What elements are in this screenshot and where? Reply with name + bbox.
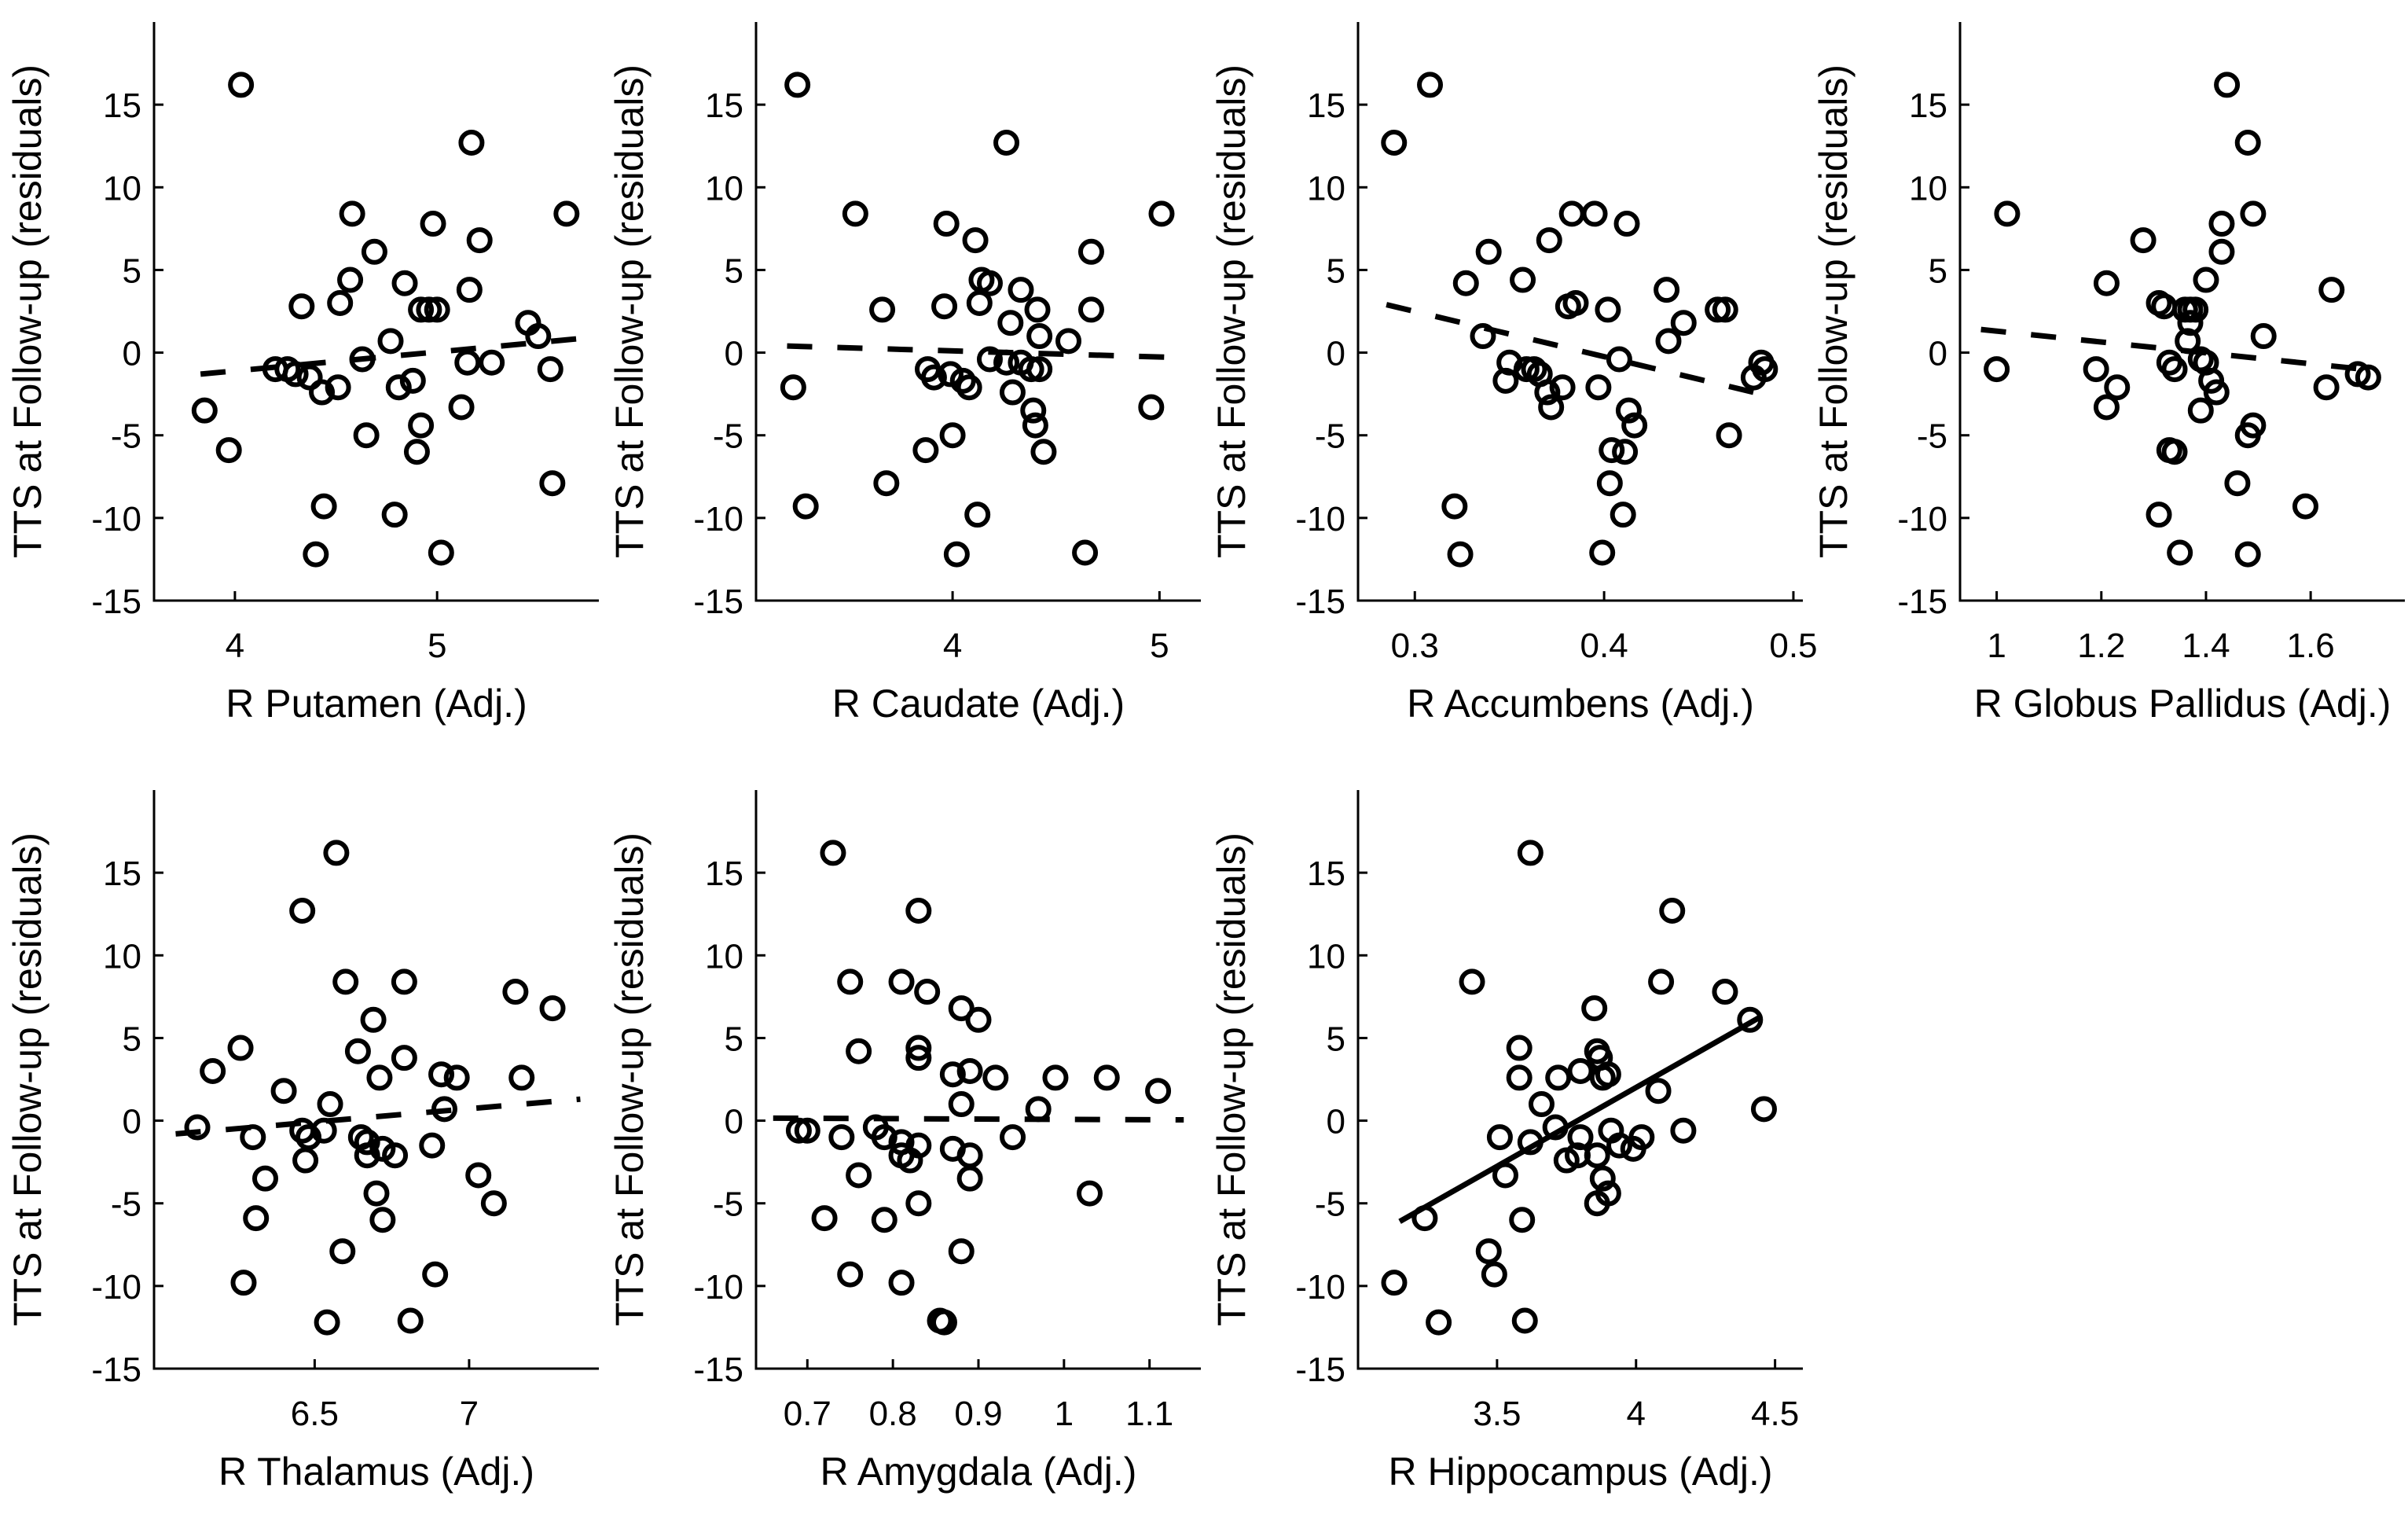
subplot-r-accumbens xyxy=(1204,0,1818,768)
data-point xyxy=(325,842,347,863)
x-axis-label: R Putamen (Adj.) xyxy=(226,682,527,726)
data-point xyxy=(230,74,251,95)
x-tick-label: 3.5 xyxy=(1473,1395,1522,1433)
data-point xyxy=(839,1264,861,1285)
y-axis-label: TTS at Follow-up (residuals) xyxy=(1210,832,1254,1326)
y-tick-label: 15 xyxy=(705,86,743,126)
data-point xyxy=(1002,382,1023,403)
data-point xyxy=(831,1127,852,1148)
data-point xyxy=(1027,299,1048,320)
x-tick-label: 0.7 xyxy=(783,1395,831,1433)
data-point xyxy=(540,358,561,380)
data-point xyxy=(1462,971,1483,992)
subplot-cell-r-accumbens xyxy=(1204,0,1818,768)
data-point xyxy=(985,1067,1006,1088)
data-point xyxy=(1044,1067,1066,1088)
data-point xyxy=(451,396,472,417)
x-tick-label: 7 xyxy=(459,1395,479,1433)
data-point xyxy=(2149,504,2170,525)
data-point xyxy=(505,981,526,1002)
data-point xyxy=(1599,472,1621,494)
subplot-cell-r-globus-pallidus xyxy=(1806,0,2408,768)
data-point xyxy=(291,296,312,317)
data-point xyxy=(1151,203,1172,224)
data-point xyxy=(967,504,988,525)
data-point xyxy=(1714,981,1735,1002)
data-point xyxy=(255,1168,276,1189)
y-tick-label: 5 xyxy=(724,1020,743,1059)
y-tick-label: 5 xyxy=(1326,1020,1345,1059)
data-point xyxy=(839,971,861,992)
data-point xyxy=(951,1093,972,1115)
data-point xyxy=(242,1127,263,1148)
data-point xyxy=(273,1080,295,1101)
data-point xyxy=(2211,213,2232,234)
subplot-r-globus-pallidus xyxy=(1806,0,2408,768)
data-point xyxy=(380,330,402,351)
subplot-r-thalamus xyxy=(0,768,602,1536)
data-point xyxy=(364,241,385,263)
y-tick-label: -15 xyxy=(693,1351,743,1389)
y-tick-label: 5 xyxy=(122,1020,141,1059)
data-point xyxy=(366,1183,387,1204)
data-point xyxy=(936,213,957,234)
data-point xyxy=(951,1240,972,1262)
data-point xyxy=(431,542,452,564)
data-point xyxy=(314,496,335,517)
data-point xyxy=(2086,358,2107,380)
y-tick-label: 5 xyxy=(724,252,743,291)
data-point xyxy=(1648,1080,1669,1101)
data-point xyxy=(394,971,415,992)
data-point xyxy=(481,352,502,373)
data-point xyxy=(1495,1164,1516,1185)
x-tick-label: 0.5 xyxy=(1769,627,1818,665)
y-tick-label: 15 xyxy=(103,86,141,126)
x-axis-label: R Accumbens (Adj.) xyxy=(1407,682,1754,726)
data-point xyxy=(1428,1312,1449,1333)
data-point xyxy=(459,279,480,300)
x-tick-label: 4 xyxy=(225,627,245,665)
data-point xyxy=(541,472,563,494)
y-tick-label: -10 xyxy=(693,1267,743,1307)
data-point xyxy=(1520,842,1541,863)
y-tick-label: -15 xyxy=(1295,1351,1345,1389)
data-point xyxy=(469,230,490,251)
empty-cell xyxy=(1806,768,2408,1536)
data-point xyxy=(1753,1098,1775,1119)
data-point xyxy=(2237,132,2259,153)
data-point xyxy=(461,132,482,153)
data-point xyxy=(848,1041,869,1062)
data-point xyxy=(783,377,804,398)
data-point xyxy=(468,1164,489,1185)
data-point xyxy=(2237,544,2259,565)
data-point xyxy=(1584,998,1605,1019)
data-point xyxy=(1986,358,2007,380)
data-point xyxy=(1650,971,1672,992)
y-tick-label: 10 xyxy=(705,937,743,976)
y-tick-label: 0 xyxy=(122,334,141,373)
trend-line-dashed xyxy=(176,1099,581,1134)
data-point xyxy=(2096,273,2117,294)
data-point xyxy=(556,203,577,224)
data-point xyxy=(1614,441,1635,462)
y-tick-label: 5 xyxy=(1928,252,1947,291)
data-point xyxy=(202,1060,223,1082)
data-point xyxy=(916,981,938,1002)
data-point xyxy=(960,1168,981,1189)
y-axis-label: TTS at Follow-up (residuals) xyxy=(608,64,652,558)
data-point xyxy=(845,203,866,224)
data-point xyxy=(1081,299,1102,320)
data-point xyxy=(2169,542,2190,564)
y-tick-label: -10 xyxy=(91,499,141,538)
x-tick-label: 0.4 xyxy=(1580,627,1628,665)
x-tick-label: 6.5 xyxy=(290,1395,339,1433)
data-point xyxy=(1512,270,1533,291)
y-tick-label: 15 xyxy=(103,855,141,894)
subplot-r-amygdala xyxy=(602,768,1204,1536)
x-tick-label: 5 xyxy=(427,627,447,665)
data-point xyxy=(421,1135,442,1156)
data-point xyxy=(2321,279,2342,300)
data-point xyxy=(915,439,936,461)
y-axis-label: TTS at Follow-up (residuals) xyxy=(6,832,50,1326)
data-point xyxy=(2242,203,2263,224)
data-point xyxy=(908,1193,929,1214)
data-point xyxy=(292,900,313,921)
data-point xyxy=(1531,1093,1552,1115)
y-tick-label: -5 xyxy=(1314,1185,1345,1224)
data-point xyxy=(1673,312,1694,333)
x-tick-label: 0.9 xyxy=(954,1395,1003,1433)
data-point xyxy=(1514,1310,1536,1332)
data-point xyxy=(340,270,361,291)
data-point xyxy=(875,472,897,494)
x-tick-label: 1 xyxy=(1987,627,2006,665)
x-tick-label: 1.1 xyxy=(1125,1395,1174,1433)
data-point xyxy=(1444,496,1465,517)
data-point xyxy=(1489,1127,1511,1148)
y-tick-label: 10 xyxy=(103,169,141,208)
data-point xyxy=(1383,132,1404,153)
y-tick-label: -15 xyxy=(1897,583,1947,621)
y-tick-label: 0 xyxy=(1326,1102,1345,1141)
subplot-cell-r-putamen xyxy=(0,0,602,768)
data-point xyxy=(1484,1264,1505,1285)
y-tick-label: 0 xyxy=(724,1102,743,1141)
data-point xyxy=(305,544,326,565)
data-point xyxy=(1010,279,1031,300)
x-tick-label: 4.5 xyxy=(1751,1395,1800,1433)
data-point xyxy=(394,1047,415,1068)
x-axis-label: R Caudate (Adj.) xyxy=(831,682,1125,726)
data-point xyxy=(872,299,893,320)
data-point xyxy=(1081,241,1102,263)
subplot-r-caudate xyxy=(602,0,1204,768)
x-tick-label: 0.8 xyxy=(868,1395,917,1433)
subplot-cell-r-thalamus xyxy=(0,768,602,1536)
y-tick-label: -5 xyxy=(110,417,141,456)
y-tick-label: 15 xyxy=(705,855,743,894)
data-point xyxy=(230,1038,251,1059)
x-tick-label: 1.2 xyxy=(2077,627,2126,665)
data-point xyxy=(1584,203,1606,224)
y-tick-label: -15 xyxy=(91,583,141,621)
data-point xyxy=(342,203,363,224)
x-tick-label: 1.6 xyxy=(2286,627,2335,665)
y-tick-label: 10 xyxy=(705,169,743,208)
data-point xyxy=(1140,396,1162,417)
y-tick-label: 5 xyxy=(1326,252,1345,291)
data-point xyxy=(410,415,431,436)
data-point xyxy=(908,900,929,921)
data-point xyxy=(1033,441,1054,462)
data-point xyxy=(1613,504,1634,525)
data-point xyxy=(1996,203,2017,224)
data-point xyxy=(406,441,428,462)
data-point xyxy=(372,1209,393,1230)
subplot-cell-r-hippocampus xyxy=(1204,768,1806,1536)
data-point xyxy=(1547,1067,1569,1088)
data-point xyxy=(1617,213,1638,234)
data-point xyxy=(356,425,377,446)
data-point xyxy=(946,544,967,565)
data-point xyxy=(1414,1207,1435,1229)
y-tick-label: -10 xyxy=(1295,1267,1345,1307)
data-point xyxy=(1661,900,1683,921)
data-point xyxy=(369,1067,390,1088)
data-point xyxy=(965,230,986,251)
data-point xyxy=(1074,542,1096,564)
data-point xyxy=(2216,74,2237,95)
data-point xyxy=(1472,325,1493,347)
data-point xyxy=(384,504,406,525)
data-point xyxy=(542,998,563,1019)
y-tick-label: 10 xyxy=(1307,937,1345,976)
data-point xyxy=(1597,299,1618,320)
y-tick-label: -10 xyxy=(91,1267,141,1307)
data-point xyxy=(347,1041,369,1062)
y-tick-label: 0 xyxy=(1326,334,1345,373)
data-point xyxy=(400,1310,421,1332)
data-point xyxy=(969,292,990,314)
data-point xyxy=(335,971,356,992)
data-point xyxy=(891,971,912,992)
data-point xyxy=(1025,415,1046,436)
y-tick-label: -10 xyxy=(1897,499,1947,538)
data-point xyxy=(2190,400,2212,421)
data-point xyxy=(423,213,444,234)
data-point xyxy=(317,1312,338,1333)
data-point xyxy=(1096,1067,1118,1088)
data-point xyxy=(194,400,215,421)
y-tick-label: 15 xyxy=(1307,86,1345,126)
y-tick-label: -5 xyxy=(110,1185,141,1224)
y-tick-label: 0 xyxy=(122,1102,141,1141)
data-point xyxy=(1509,1067,1530,1088)
data-point xyxy=(1478,1240,1499,1262)
y-tick-label: -10 xyxy=(693,499,743,538)
data-point xyxy=(968,1009,989,1031)
data-point xyxy=(1383,1272,1404,1293)
data-point xyxy=(511,1067,532,1088)
data-point xyxy=(1000,312,1021,333)
data-point xyxy=(1539,230,1560,251)
data-point xyxy=(1609,348,1630,369)
x-axis-label: R Hippocampus (Adj.) xyxy=(1388,1450,1773,1494)
data-point xyxy=(822,842,843,863)
y-tick-label: 15 xyxy=(1307,855,1345,894)
data-point xyxy=(395,273,416,294)
trend-line-solid xyxy=(1400,1016,1761,1222)
x-tick-label: 1.4 xyxy=(2182,627,2230,665)
y-tick-label: -10 xyxy=(1295,499,1345,538)
x-axis-label: R Thalamus (Adj.) xyxy=(218,1450,534,1494)
data-point xyxy=(787,74,808,95)
data-point xyxy=(2133,230,2154,251)
data-point xyxy=(2253,325,2274,347)
data-point xyxy=(1002,1127,1023,1148)
subplot-r-hippocampus xyxy=(1204,768,1806,1536)
y-tick-label: 10 xyxy=(1909,169,1947,208)
subplot-r-putamen xyxy=(0,0,602,768)
data-point xyxy=(874,1209,895,1230)
y-tick-label: 10 xyxy=(103,937,141,976)
x-tick-label: 4 xyxy=(942,627,963,665)
y-tick-label: -5 xyxy=(712,1185,743,1224)
data-point xyxy=(2211,241,2232,263)
data-point xyxy=(1450,544,1471,565)
data-point xyxy=(457,352,478,373)
y-tick-label: 0 xyxy=(724,334,743,373)
data-point xyxy=(2316,377,2337,398)
y-axis-label: TTS at Follow-up (residuals) xyxy=(1210,64,1254,558)
y-tick-label: -15 xyxy=(91,1351,141,1389)
data-point xyxy=(1478,241,1499,263)
data-point xyxy=(2096,396,2117,417)
trend-line-dashed xyxy=(773,1118,1184,1119)
data-point xyxy=(1058,330,1079,351)
data-point xyxy=(1672,1120,1694,1141)
data-point xyxy=(1570,1060,1591,1082)
data-point xyxy=(1455,273,1477,294)
data-point xyxy=(1657,330,1679,351)
data-point xyxy=(295,1150,316,1171)
data-point xyxy=(1509,1038,1530,1059)
x-tick-label: 1 xyxy=(1054,1395,1074,1433)
data-point xyxy=(1656,279,1677,300)
data-point xyxy=(218,439,240,461)
y-axis-label: TTS at Follow-up (residuals) xyxy=(6,64,50,558)
data-point xyxy=(996,132,1017,153)
data-point xyxy=(424,1264,446,1285)
data-point xyxy=(942,425,964,446)
data-point xyxy=(320,1093,341,1115)
data-point xyxy=(934,296,955,317)
data-point xyxy=(1591,542,1613,564)
data-point xyxy=(814,1207,835,1229)
y-tick-label: -5 xyxy=(712,417,743,456)
y-tick-label: -5 xyxy=(1916,417,1947,456)
data-point xyxy=(332,1240,353,1262)
x-axis-label: R Amygdala (Adj.) xyxy=(820,1450,1137,1494)
data-point xyxy=(1562,203,1583,224)
x-axis-label: R Globus Pallidus (Adj.) xyxy=(1973,682,2391,726)
data-point xyxy=(1419,74,1441,95)
data-point xyxy=(1079,1183,1100,1204)
data-point xyxy=(2195,270,2216,291)
data-point xyxy=(1511,1209,1533,1230)
y-tick-label: -15 xyxy=(1295,583,1345,621)
x-tick-label: 4 xyxy=(1626,1395,1646,1433)
data-point xyxy=(2226,472,2248,494)
subplot-cell-r-caudate xyxy=(602,0,1204,768)
y-tick-label: -15 xyxy=(693,583,743,621)
y-tick-label: 10 xyxy=(1307,169,1345,208)
y-axis-label: TTS at Follow-up (residuals) xyxy=(1812,64,1856,558)
data-point xyxy=(483,1193,505,1214)
data-point xyxy=(363,1009,384,1031)
data-point xyxy=(1147,1080,1169,1101)
y-tick-label: 5 xyxy=(122,252,141,291)
data-point xyxy=(1719,425,1740,446)
data-point xyxy=(1588,377,1609,398)
data-point xyxy=(848,1164,869,1185)
data-point xyxy=(329,292,351,314)
data-point xyxy=(233,1272,254,1293)
data-point xyxy=(795,496,817,517)
y-axis-label: TTS at Follow-up (residuals) xyxy=(608,832,652,1326)
x-tick-label: 5 xyxy=(1150,627,1169,665)
data-point xyxy=(245,1207,266,1229)
subplot-cell-r-amygdala xyxy=(602,768,1204,1536)
y-tick-label: 0 xyxy=(1928,334,1947,373)
data-point xyxy=(1029,325,1050,347)
x-tick-label: 0.3 xyxy=(1390,627,1439,665)
y-tick-label: 15 xyxy=(1909,86,1947,126)
data-point xyxy=(891,1272,912,1293)
y-tick-label: -5 xyxy=(1314,417,1345,456)
data-point xyxy=(2295,496,2316,517)
